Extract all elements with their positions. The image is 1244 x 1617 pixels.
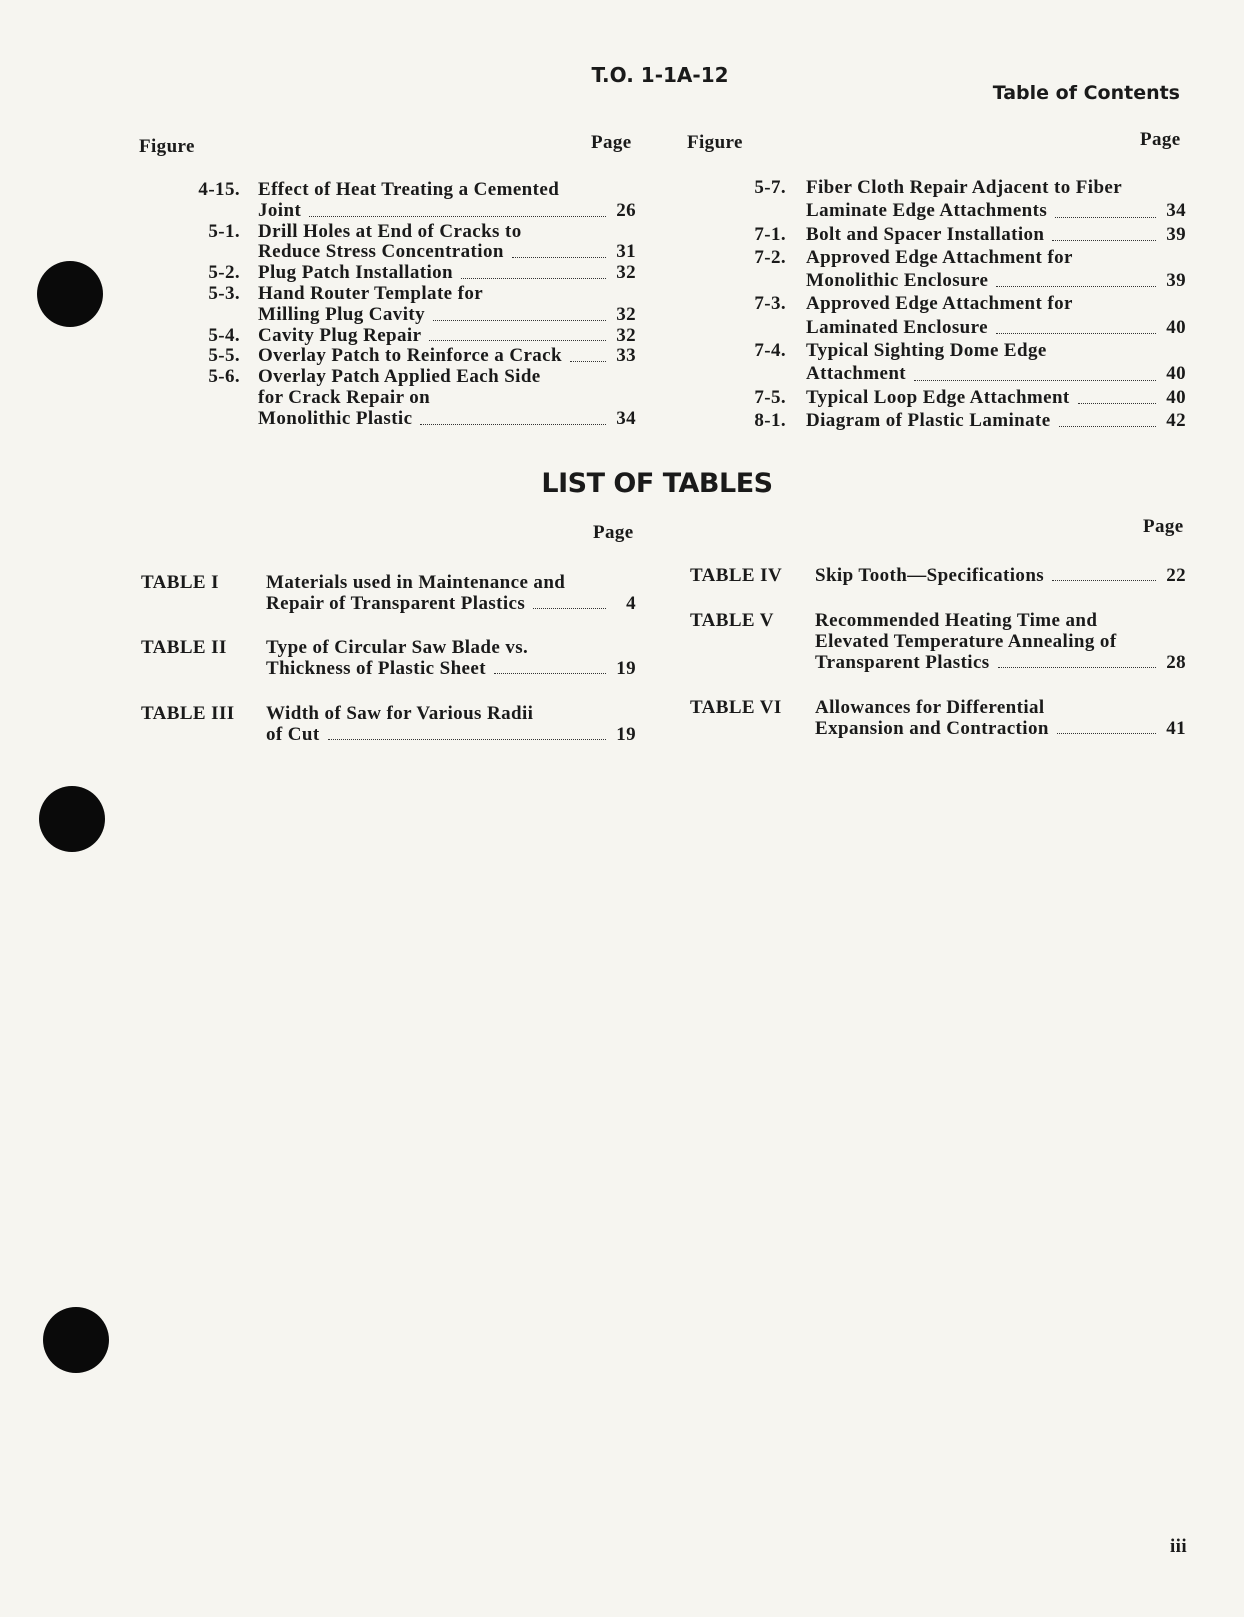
title-line (806, 339, 1186, 362)
figure-column-heading: Figure (139, 136, 195, 157)
title-text: Expansion and Contraction (815, 718, 1049, 739)
title-text: Typical Sighting Dome Edge (806, 340, 1047, 362)
figure-column-heading: Figure (687, 132, 743, 153)
title-line (266, 572, 636, 593)
title-text: Recommended Heating Time and (815, 610, 1098, 631)
page-column-heading: Page (1140, 129, 1181, 150)
table-label: TABLE VI (690, 697, 782, 718)
figure-number: 7-4. (754, 340, 786, 362)
dot-leader (914, 379, 1156, 381)
figure-number: 5-5. (208, 345, 240, 367)
dot-leader (494, 672, 606, 674)
title-line (815, 697, 1186, 718)
dot-leader (533, 607, 606, 609)
page-ref: 42 (1166, 409, 1186, 431)
title-line (266, 703, 636, 724)
title-line (266, 637, 636, 658)
table-label: TABLE I (141, 572, 219, 593)
page-column-heading: Page (591, 132, 632, 153)
page-ref: 32 (616, 303, 636, 325)
title-line (258, 263, 636, 284)
title-text: Approved Edge Attachment for (806, 293, 1073, 315)
title-line (258, 284, 636, 305)
figure-number: 5-1. (208, 220, 240, 242)
title-line (806, 199, 1186, 222)
dot-leader (420, 423, 606, 425)
table-label: TABLE III (141, 703, 235, 724)
figure-entry (740, 223, 1186, 246)
title-line (806, 362, 1186, 385)
title-line (806, 269, 1186, 292)
page-ref: 34 (1166, 200, 1186, 222)
dot-leader (429, 339, 606, 341)
page-ref: 40 (1166, 363, 1186, 385)
title-line (815, 610, 1186, 631)
title-line (258, 326, 636, 347)
dot-leader (461, 277, 606, 279)
page-ref: 28 (1166, 652, 1186, 673)
dot-leader (328, 738, 606, 740)
title-text: Diagram of Plastic Laminate (806, 409, 1051, 431)
title-text: Drill Holes at End of Cracks to (258, 220, 522, 242)
figure-entry (740, 246, 1186, 293)
title-line (258, 222, 636, 243)
binder-hole (39, 786, 105, 852)
binder-hole (37, 261, 103, 327)
title-line (266, 724, 636, 745)
table-label: TABLE V (690, 610, 774, 631)
figure-title (258, 346, 636, 367)
title-line (806, 292, 1186, 315)
page-ref: 41 (1166, 718, 1186, 739)
figure-entry (190, 326, 636, 347)
figure-number: 5-6. (208, 366, 240, 388)
title-line (258, 180, 636, 201)
title-line (815, 652, 1186, 673)
figure-title (806, 409, 1186, 432)
figure-entry (740, 176, 1186, 223)
title-line (815, 718, 1186, 739)
figure-list-right (740, 176, 1186, 432)
title-line (266, 593, 636, 614)
page-ref: 39 (1166, 223, 1186, 245)
page-ref: 33 (616, 345, 636, 367)
dot-leader (996, 285, 1156, 287)
figure-title (806, 246, 1186, 293)
title-line (258, 409, 636, 430)
title-text: Bolt and Spacer Installation (806, 223, 1045, 245)
title-line (806, 246, 1186, 269)
table-entry (141, 572, 636, 614)
table-title (266, 703, 636, 745)
dot-leader (1059, 425, 1156, 427)
figure-number: 5-3. (208, 282, 240, 304)
title-text: Monolithic Plastic (258, 407, 413, 429)
title-line (258, 242, 636, 263)
title-line (258, 388, 636, 409)
figure-entry (190, 180, 636, 222)
figure-number: 4-15. (198, 179, 240, 200)
page-ref: 4 (626, 593, 636, 614)
title-text: Transparent Plastics (815, 652, 990, 673)
table-entry (141, 703, 636, 745)
title-text: Attachment (806, 363, 907, 385)
table-title (815, 610, 1186, 673)
dot-leader (309, 215, 606, 217)
dot-leader (570, 360, 606, 362)
figure-entry (740, 339, 1186, 386)
table-title (266, 637, 636, 679)
page-ref: 32 (616, 324, 636, 346)
figure-number: 5-2. (208, 262, 240, 284)
figure-number: 7-1. (754, 223, 786, 245)
title-line (258, 305, 636, 326)
page-ref: 22 (1166, 565, 1186, 586)
table-entry (690, 697, 1186, 739)
title-line (266, 658, 636, 679)
page-column-heading: Page (593, 522, 634, 543)
figure-title (258, 284, 636, 326)
title-text: Monolithic Enclosure (806, 270, 989, 292)
figure-number: 7-3. (754, 293, 786, 315)
title-text: Plug Patch Installation (258, 262, 453, 284)
figure-number: 7-2. (754, 246, 786, 268)
page-column-heading: Page (1143, 516, 1184, 537)
title-text: Typical Loop Edge Attachment (806, 386, 1070, 408)
title-text: Milling Plug Cavity (258, 303, 425, 325)
title-text: Effect of Heat Treating a Cemented (258, 179, 560, 200)
figure-entry (190, 284, 636, 326)
page-ref: 19 (616, 658, 636, 679)
title-text: Allowances for Differential (815, 697, 1045, 718)
dot-leader (1055, 216, 1156, 218)
table-title (815, 565, 1186, 586)
title-text: Approved Edge Attachment for (806, 246, 1073, 268)
figure-entry (190, 263, 636, 284)
dot-leader (998, 666, 1156, 668)
page-ref: 19 (616, 724, 636, 745)
figure-entry (190, 367, 636, 429)
dot-leader (512, 256, 606, 258)
title-text: Laminated Enclosure (806, 316, 988, 338)
title-text: Elevated Temperature Annealing of (815, 631, 1117, 652)
page-ref: 31 (616, 241, 636, 263)
table-title (815, 697, 1186, 739)
figure-entry (190, 222, 636, 264)
figure-title (806, 176, 1186, 223)
title-text: Skip Tooth—Specifications (815, 565, 1045, 586)
title-text: Overlay Patch to Reinforce a Crack (258, 345, 562, 367)
binder-hole (43, 1307, 109, 1373)
page-ref: 32 (616, 262, 636, 284)
title-text: Reduce Stress Concentration (258, 241, 504, 263)
title-text: Laminate Edge Attachments (806, 200, 1048, 222)
figure-number: 8-1. (754, 409, 786, 431)
figure-title (258, 222, 636, 264)
figure-entry (190, 346, 636, 367)
figure-title (806, 386, 1186, 409)
table-label: TABLE II (141, 637, 227, 658)
title-text: of Cut (266, 724, 320, 745)
title-line (806, 316, 1186, 339)
figure-entry (740, 386, 1186, 409)
title-text: Cavity Plug Repair (258, 324, 422, 346)
figure-title (258, 263, 636, 284)
title-text: Fiber Cloth Repair Adjacent to Fiber (806, 177, 1123, 198)
page-ref: 40 (1166, 386, 1186, 408)
title-line (806, 223, 1186, 246)
title-text: Hand Router Template for (258, 282, 484, 304)
title-text: Overlay Patch Applied Each Side (258, 366, 541, 388)
page-ref: 34 (616, 407, 636, 429)
figure-number: 7-5. (754, 386, 786, 408)
page-ref: 39 (1166, 270, 1186, 292)
figure-list-left (190, 180, 636, 430)
figure-number: 5-7. (754, 177, 786, 198)
page-number: iii (1170, 1536, 1188, 1557)
title-line (806, 176, 1186, 199)
dot-leader (1078, 402, 1156, 404)
dot-leader (1052, 239, 1156, 241)
dot-leader (433, 319, 606, 321)
dot-leader (1052, 579, 1156, 581)
title-line (806, 386, 1186, 409)
title-text: Repair of Transparent Plastics (266, 593, 526, 614)
figure-number: 5-4. (208, 324, 240, 346)
table-label: TABLE IV (690, 565, 783, 586)
figure-entry (740, 409, 1186, 432)
figure-title (258, 326, 636, 347)
title-text: for Crack Repair on (258, 386, 431, 408)
title-line (806, 409, 1186, 432)
table-entry (690, 610, 1186, 673)
title-text: Width of Saw for Various Radii (266, 703, 534, 724)
title-text: Joint (258, 199, 302, 221)
title-line (258, 201, 636, 222)
page-ref: 40 (1166, 316, 1186, 338)
title-line (815, 631, 1186, 652)
dot-leader (996, 332, 1156, 334)
section-title: Table of Contents (992, 82, 1180, 104)
title-text: Thickness of Plastic Sheet (266, 658, 486, 679)
title-text: Materials used in Maintenance and (266, 572, 566, 593)
table-entry (690, 565, 1186, 586)
figure-title (806, 292, 1186, 339)
list-of-tables-heading: LIST OF TABLES (541, 468, 773, 499)
dot-leader (1057, 732, 1156, 734)
figure-title (806, 223, 1186, 246)
figure-title (258, 180, 636, 222)
figure-entry (740, 292, 1186, 339)
title-line (258, 346, 636, 367)
page-ref: 26 (616, 199, 636, 221)
figure-title (806, 339, 1186, 386)
table-title (266, 572, 636, 614)
document-number: T.O. 1-1A-12 (591, 63, 729, 87)
title-line (258, 367, 636, 388)
table-entry (141, 637, 636, 679)
title-line (815, 565, 1186, 586)
title-text: Type of Circular Saw Blade vs. (266, 637, 529, 658)
figure-title (258, 367, 636, 429)
